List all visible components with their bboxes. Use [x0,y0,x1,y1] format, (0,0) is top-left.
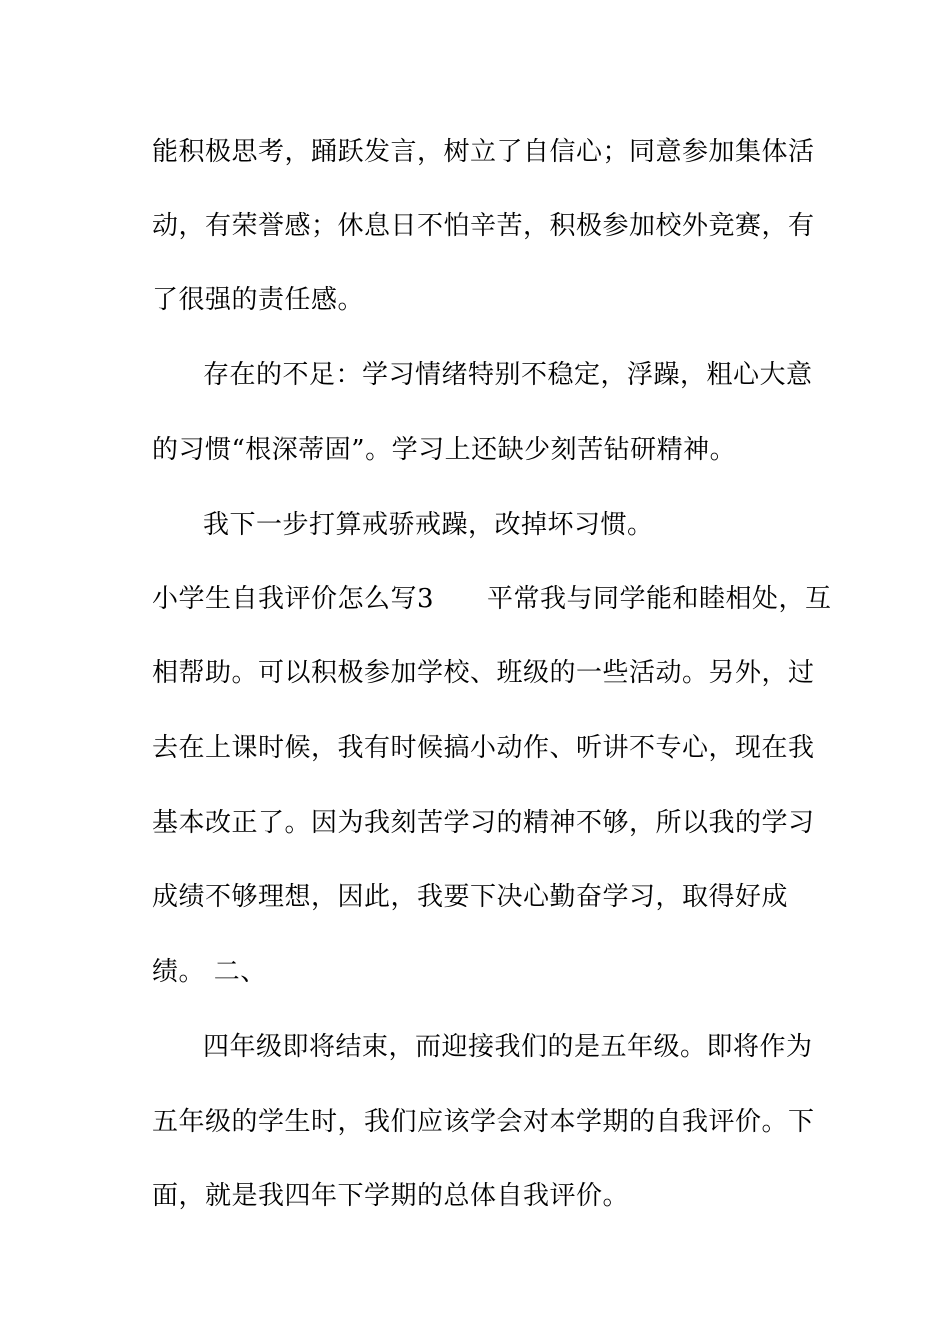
section-heading-line: 小学生自我评价怎么写3 平常我与同学能和睦相处，互 [152,584,832,614]
text-line: 能积极思考，踊跃发言，树立了自信心；同意参加集体活 [152,137,815,167]
text-line: 五年级的学生时，我们应该学会对本学期的自我评价。下 [152,1107,815,1137]
text-line: 存在的不足：学习情绪特别不稳定，浮躁，粗心大意 [203,360,813,390]
text-line: 四年级即将结束，而迎接我们的是五年级。即将作为 [203,1032,813,1062]
text-line: 基本改正了。因为我刻苦学习的精神不够，所以我的学习 [152,808,815,838]
text-line: 绩。 二、 [152,957,267,987]
text-line: 了很强的责任感。 [152,285,365,315]
text-line: 我下一步打算戒骄戒躁，改掉坏习惯。 [203,510,654,540]
text-line: 相帮助。可以积极参加学校、班级的一些活动。另外，过 [152,658,815,688]
text-line: 去在上课时候，我有时候搞小动作、听讲不专心，现在我 [152,733,815,763]
text-line: 成绩不够理想，因此，我要下决心勤奋学习，取得好成 [152,882,789,912]
text-line: 面，就是我四年下学期的总体自我评价。 [152,1181,630,1211]
text-line: 动，有荣誉感；休息日不怕辛苦，积极参加校外竞赛，有 [152,211,815,241]
text-line: 的习惯“根深蒂固”。学习上还缺少刻苦钻研精神。 [152,435,737,465]
